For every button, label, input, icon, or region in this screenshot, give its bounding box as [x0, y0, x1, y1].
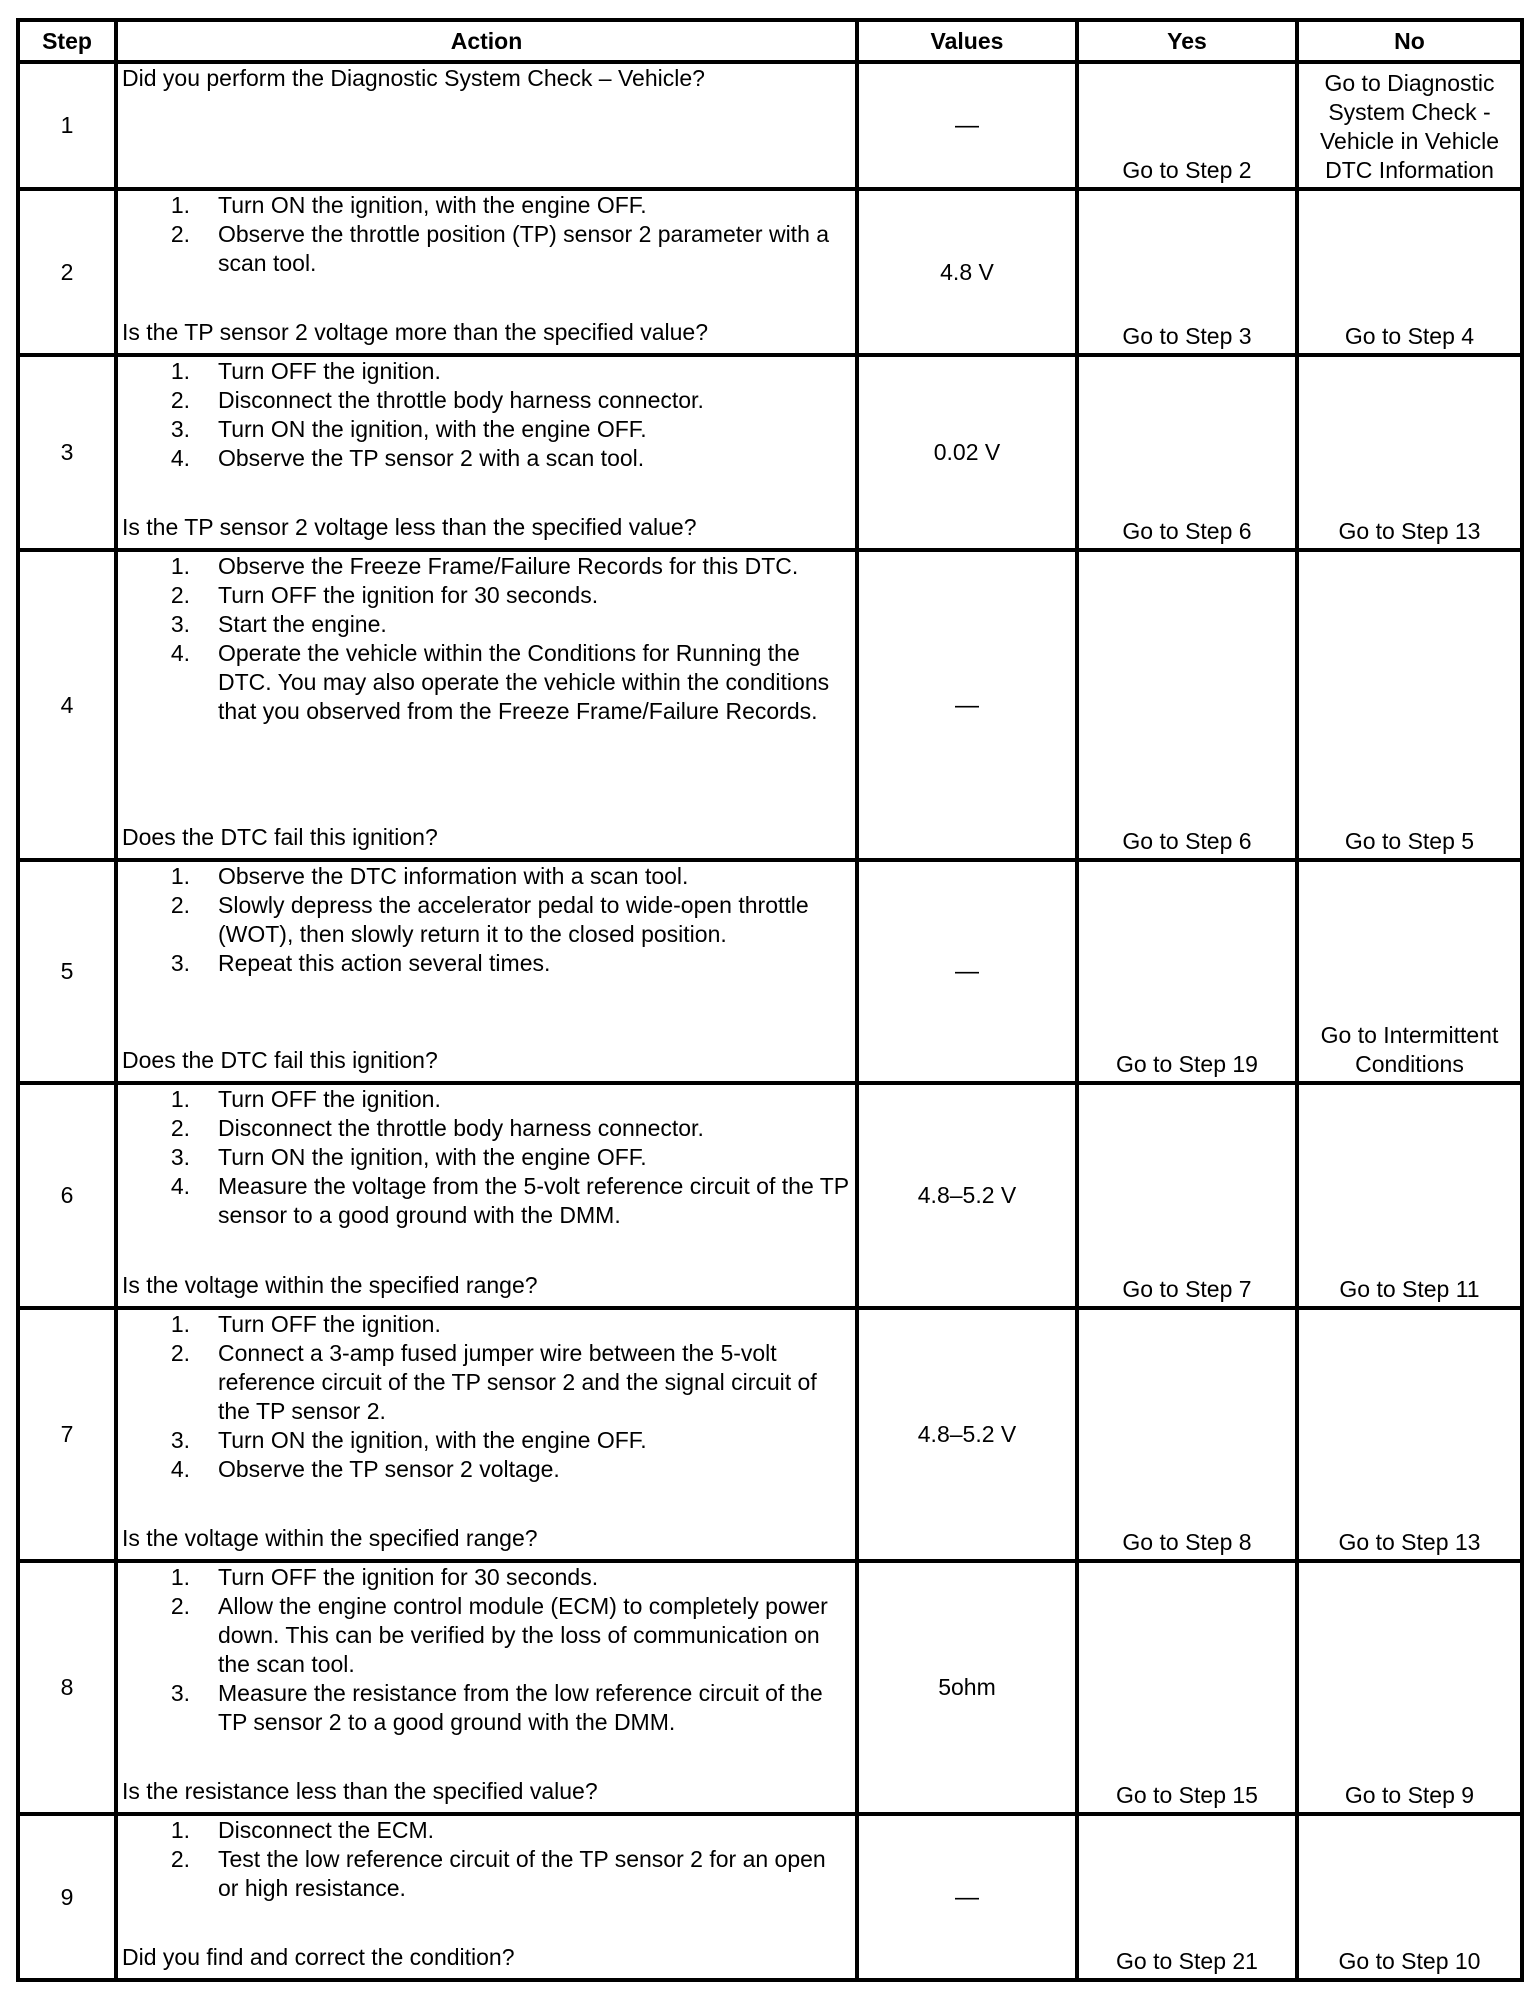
action-step-item — [122, 1845, 851, 1903]
action-step-number: 1. — [170, 553, 190, 579]
action-step-number: 1. — [170, 1086, 190, 1112]
action-step-number: 3. — [170, 611, 190, 637]
yes-result: Go to Step 19 — [1077, 860, 1297, 1083]
action-step-text: Turn ON the ignition, with the engine OFF. — [218, 1427, 647, 1453]
action-top — [122, 1563, 851, 1737]
table-row — [18, 62, 1522, 189]
step-number: 8 — [18, 1561, 116, 1814]
specified-value: — — [857, 550, 1077, 860]
no-result: Go to Step 5 — [1297, 550, 1522, 860]
action-step-number: 1. — [170, 1311, 190, 1337]
step-number: 6 — [18, 1083, 116, 1308]
action-step-number: 4. — [170, 1456, 190, 1482]
action-question: Does the DTC fail this ignition? — [122, 1047, 438, 1073]
specified-value: — — [857, 62, 1077, 189]
action-step-item — [122, 1455, 851, 1484]
yes-result: Go to Step 15 — [1077, 1561, 1297, 1814]
action-step-text: Measure the resistance from the low reference circuit of the TP sensor 2 to a good ground with the DMM. — [218, 1680, 823, 1735]
action-intro: Did you perform the Diagnostic System Check – Vehicle? — [122, 65, 705, 91]
action-step-number: 2. — [170, 387, 190, 413]
action-step-number: 4. — [170, 1173, 190, 1199]
action-steps-list — [122, 1085, 851, 1230]
action-cell — [116, 860, 857, 1083]
action-step-number: 2. — [170, 1846, 190, 1872]
action-step-number: 3. — [170, 950, 190, 976]
table-header-row — [18, 20, 1522, 62]
action-content — [122, 1563, 851, 1806]
action-step-item — [122, 444, 851, 473]
action-cell — [116, 62, 857, 189]
table-row — [18, 355, 1522, 550]
action-content — [122, 357, 851, 542]
action-step-text: Turn OFF the ignition. — [218, 1086, 441, 1112]
yes-result: Go to Step 6 — [1077, 550, 1297, 860]
specified-value: 4.8–5.2 V — [857, 1308, 1077, 1561]
action-step-text: Observe the Freeze Frame/Failure Records for this DTC. — [218, 553, 799, 579]
step-number: 3 — [18, 355, 116, 550]
header-no: No — [1297, 20, 1522, 62]
action-step-item — [122, 357, 851, 386]
action-question: Is the resistance less than the specified value? — [122, 1778, 598, 1804]
no-result: Go to Step 11 — [1297, 1083, 1522, 1308]
action-step-item — [122, 386, 851, 415]
action-step-item — [122, 552, 851, 581]
header-yes: Yes — [1077, 20, 1297, 62]
action-step-number: 3. — [170, 1680, 190, 1706]
action-step-item — [122, 1592, 851, 1679]
action-step-item — [122, 1172, 851, 1230]
table-row — [18, 189, 1522, 355]
diagnostic-table — [16, 18, 1524, 1982]
action-step-item — [122, 1679, 851, 1737]
specified-value: — — [857, 860, 1077, 1083]
action-step-item — [122, 1339, 851, 1426]
header-action: Action — [116, 20, 857, 62]
action-question: Does the DTC fail this ignition? — [122, 824, 438, 850]
action-step-number: 2. — [170, 1593, 190, 1619]
step-number: 4 — [18, 550, 116, 860]
specified-value: — — [857, 1814, 1077, 1980]
action-question: Is the voltage within the specified range? — [122, 1525, 538, 1551]
action-step-text: Observe the TP sensor 2 with a scan tool. — [218, 445, 645, 471]
action-step-item — [122, 1114, 851, 1143]
yes-result: Go to Step 6 — [1077, 355, 1297, 550]
action-content — [122, 1816, 851, 1972]
action-step-text: Turn OFF the ignition for 30 seconds. — [218, 1564, 599, 1590]
action-step-text: Observe the throttle position (TP) sensor 2 parameter with a scan tool. — [218, 221, 830, 276]
action-step-item — [122, 1143, 851, 1172]
action-top — [122, 1085, 851, 1230]
step-number: 5 — [18, 860, 116, 1083]
yes-result: Go to Step 7 — [1077, 1083, 1297, 1308]
action-content — [122, 552, 851, 852]
header-values: Values — [857, 20, 1077, 62]
action-step-text: Turn OFF the ignition for 30 seconds. — [218, 582, 599, 608]
action-steps-list — [122, 1310, 851, 1484]
yes-result: Go to Step 21 — [1077, 1814, 1297, 1980]
yes-result: Go to Step 8 — [1077, 1308, 1297, 1561]
action-top — [122, 1310, 851, 1484]
action-step-text: Observe the TP sensor 2 voltage. — [218, 1456, 560, 1482]
header-step: Step — [18, 20, 116, 62]
action-step-number: 4. — [170, 445, 190, 471]
action-step-item — [122, 1563, 851, 1592]
specified-value: 4.8 V — [857, 189, 1077, 355]
action-content — [122, 191, 851, 347]
table-body — [18, 62, 1522, 1980]
action-step-item — [122, 1085, 851, 1114]
action-step-number: 2. — [170, 892, 190, 918]
table-row — [18, 1814, 1522, 1980]
action-step-text: Connect a 3-amp fused jumper wire between the 5-volt reference circuit of the TP sensor 2 and the signal circuit of the TP sensor 2. — [218, 1340, 817, 1424]
action-top — [122, 64, 851, 93]
action-step-item — [122, 415, 851, 444]
no-result: Go to Step 9 — [1297, 1561, 1522, 1814]
action-question: Is the voltage within the specified range? — [122, 1272, 538, 1298]
action-step-number: 2. — [170, 582, 190, 608]
table-row — [18, 550, 1522, 860]
no-result: Go to Intermittent Conditions — [1297, 860, 1522, 1083]
action-cell — [116, 1308, 857, 1561]
table-row — [18, 1561, 1522, 1814]
action-top — [122, 191, 851, 278]
action-step-text: Repeat this action several times. — [218, 950, 551, 976]
no-result: Go to Step 13 — [1297, 355, 1522, 550]
action-step-number: 1. — [170, 192, 190, 218]
action-step-number: 1. — [170, 1817, 190, 1843]
step-number: 2 — [18, 189, 116, 355]
action-step-number: 2. — [170, 1115, 190, 1141]
action-step-item — [122, 1426, 851, 1455]
action-cell — [116, 550, 857, 860]
action-step-item — [122, 220, 851, 278]
action-steps-list — [122, 552, 851, 726]
action-step-number: 1. — [170, 863, 190, 889]
action-step-number: 3. — [170, 1144, 190, 1170]
action-steps-list — [122, 357, 851, 473]
action-step-text: Operate the vehicle within the Conditions for Running the DTC. You may also operate the vehicle within the conditions that you observed from the Freeze Frame/Failure Records. — [218, 640, 830, 724]
action-step-number: 2. — [170, 1340, 190, 1366]
action-step-number: 2. — [170, 221, 190, 247]
no-result: Go to Step 4 — [1297, 189, 1522, 355]
step-number: 1 — [18, 62, 116, 189]
action-steps-list — [122, 1563, 851, 1737]
action-step-item — [122, 191, 851, 220]
action-step-text: Allow the engine control module (ECM) to completely power down. This can be verified by the loss of communication on the scan tool. — [218, 1593, 828, 1677]
step-number: 7 — [18, 1308, 116, 1561]
action-step-number: 3. — [170, 1427, 190, 1453]
action-content — [122, 64, 851, 181]
action-step-number: 1. — [170, 358, 190, 384]
action-top — [122, 552, 851, 726]
action-top — [122, 862, 851, 978]
action-step-item — [122, 1310, 851, 1339]
action-cell — [116, 1083, 857, 1308]
specified-value: 0.02 V — [857, 355, 1077, 550]
action-step-item — [122, 639, 851, 726]
table-row — [18, 860, 1522, 1083]
action-step-text: Turn ON the ignition, with the engine OFF. — [218, 1144, 647, 1170]
action-step-item — [122, 891, 851, 949]
action-content — [122, 1310, 851, 1553]
no-result: Go to Step 13 — [1297, 1308, 1522, 1561]
action-step-text: Turn ON the ignition, with the engine OFF. — [218, 192, 647, 218]
action-top — [122, 1816, 851, 1903]
action-step-number: 1. — [170, 1564, 190, 1590]
action-question: Is the TP sensor 2 voltage less than the specified value? — [122, 514, 697, 540]
action-step-text: Test the low reference circuit of the TP sensor 2 for an open or high resistance. — [218, 1846, 826, 1901]
action-step-item — [122, 610, 851, 639]
action-step-text: Disconnect the ECM. — [218, 1817, 435, 1843]
action-step-number: 3. — [170, 416, 190, 442]
action-cell — [116, 189, 857, 355]
action-steps-list — [122, 1816, 851, 1903]
action-top — [122, 357, 851, 473]
action-step-text: Measure the voltage from the 5-volt reference circuit of the TP sensor to a good ground with the DMM. — [218, 1173, 849, 1228]
action-step-text: Disconnect the throttle body harness connector. — [218, 1115, 704, 1141]
yes-result: Go to Step 2 — [1077, 62, 1297, 189]
action-cell — [116, 355, 857, 550]
action-cell — [116, 1814, 857, 1980]
action-step-item — [122, 862, 851, 891]
action-question: Is the TP sensor 2 voltage more than the specified value? — [122, 319, 709, 345]
action-step-text: Start the engine. — [218, 611, 387, 637]
yes-result: Go to Step 3 — [1077, 189, 1297, 355]
no-result: Go to Step 10 — [1297, 1814, 1522, 1980]
action-step-text: Slowly depress the accelerator pedal to wide-open throttle (WOT), then slowly return it to the closed position. — [218, 892, 809, 947]
action-question: Did you find and correct the condition? — [122, 1944, 515, 1970]
action-step-number: 4. — [170, 640, 190, 666]
action-cell — [116, 1561, 857, 1814]
action-steps-list — [122, 191, 851, 278]
step-number: 9 — [18, 1814, 116, 1980]
action-step-text: Observe the DTC information with a scan tool. — [218, 863, 689, 889]
action-steps-list — [122, 862, 851, 978]
table-row — [18, 1308, 1522, 1561]
action-step-item — [122, 581, 851, 610]
action-step-item — [122, 1816, 851, 1845]
action-content — [122, 1085, 851, 1300]
specified-value: 4.8–5.2 V — [857, 1083, 1077, 1308]
action-step-text: Turn OFF the ignition. — [218, 358, 441, 384]
specified-value: 5ohm — [857, 1561, 1077, 1814]
action-content — [122, 862, 851, 1075]
action-step-item — [122, 949, 851, 978]
no-result: Go to Diagnostic System Check - Vehicle in Vehicle DTC Information — [1297, 62, 1522, 189]
action-step-text: Disconnect the throttle body harness connector. — [218, 387, 704, 413]
action-step-text: Turn OFF the ignition. — [218, 1311, 441, 1337]
table-row — [18, 1083, 1522, 1308]
action-step-text: Turn ON the ignition, with the engine OFF. — [218, 416, 647, 442]
